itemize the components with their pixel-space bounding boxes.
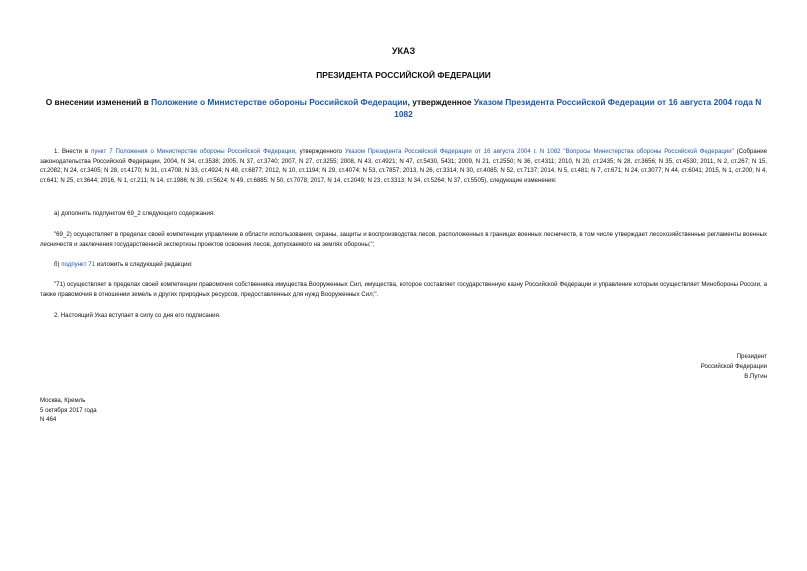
- paragraph-4-prefix: б): [54, 261, 62, 268]
- paragraph-4: [40, 260, 767, 270]
- link-decree-1082[interactable]: Указом Президента Российской Федерации от 16 августа 2004 г. N 1082 "Вопросы Министерства обороны Российской Федерации": [344, 148, 734, 155]
- paragraph-1-prefix: 1. Внести в: [54, 148, 92, 155]
- paragraph-6: 2. Настоящий Указ вступает в силу со дня его подписания.: [54, 312, 221, 319]
- signature-name: В.Путин: [744, 372, 767, 380]
- title-link-regulation[interactable]: Положение о Министерстве обороны Российской Федерации: [151, 97, 408, 107]
- title-mid: , утвержденное: [407, 97, 474, 107]
- paragraph-2: а) дополнить подпунктом 69_2 следующего содержания:: [54, 210, 215, 217]
- paragraph-1-rest: (Собрание законодательства Российской Федерации, 2004, N 34, ст.3538; 2005, N 37, ст.3740; 2007, N 27, ст.3255; 2008, N 43, ст.4921; N 47, ст.5430, 5431; 2009, N 21, ст.2550; N 36, ст.4311; 2010, N 20, ст.2435; N 28, ст.3656; N 35, ст.4530; 2011, N 2, ст.267; N 15, ст.2082; N 24, ст.3405; N 28, ст.4170; N 31, ст.4708; N 33, ст.4924; N 48, ст.6877; 2012, N 10, ст.1194; N 29, ст.4074; N 53, ст.7857; 2013, N 26, ст.3314; N 30, ст.4085; N 52, ст.7137; 2014, N 5, ст.481; N 7, ст.671; N 24, ст.3077; N 44, ст.6041; 2015, N 1, ст.200; N 4, ст.641; N 25, ст.3644; 2016, N 1, ст.211; N 14, ст.1986; N 39, ст.5624; N 49, ст.6885; N 50, ст.7078; 2017, N 14, ст.2049; N 23, ст.3313; N 34, ст.5264; N 37, ст.5505), следующие изменения:: [40, 148, 767, 184]
- place: Москва, Кремль: [40, 397, 86, 404]
- document-title: [40, 97, 767, 120]
- signature-block: [701, 352, 767, 381]
- title-link-decree[interactable]: Указом Президента Российской Федерации от 16 августа 2004 года N 1082: [394, 97, 762, 119]
- link-clause-7[interactable]: пункт 7 Положения о Министерстве обороны Российской Федерации: [91, 148, 295, 155]
- link-subclause-71[interactable]: подпункт 71: [61, 261, 96, 268]
- signature-title: Президент: [736, 353, 767, 360]
- date: 5 октября 2017 года: [40, 406, 97, 414]
- paragraph-1-mid: , утвержденного: [295, 148, 345, 155]
- paragraph-4-rest: изложить в следующей редакции:: [95, 261, 193, 268]
- paragraph-3: "69_2) осуществляет в пределах своей компетенции управление в области использования, охраны, защиты и воспроизводства лесов, расположенных в границах военных лесничеств, в том числе утверждает лесохозяйственные регламенты военных лесничеств и заключения государственной экспертизы проектов освоения лесов, допускаемого на землях обороны;";: [40, 231, 767, 248]
- paragraph-5: "71) осуществляет в пределах своей компетенции правомочия собственника имущества Вооруженных Сил, имущества, которое составляет государственную казну Российской Федерации и управление которым осуществляет Минобороны России, а также правомочия в отношении земель и других природных ресурсов, предоставленных для нужд Вооруженных Сил;".: [40, 281, 767, 298]
- paragraph-1: [40, 147, 767, 185]
- document-type-heading: УКАЗ: [391, 46, 416, 56]
- title-prefix: О внесении изменений в: [45, 97, 152, 107]
- issuer-heading: ПРЕЗИДЕНТА РОССИЙСКОЙ ФЕДЕРАЦИИ: [316, 70, 491, 80]
- place-date-block: [40, 396, 97, 425]
- document-number: N 464: [40, 416, 57, 424]
- signature-country: Российской Федерации: [700, 362, 767, 370]
